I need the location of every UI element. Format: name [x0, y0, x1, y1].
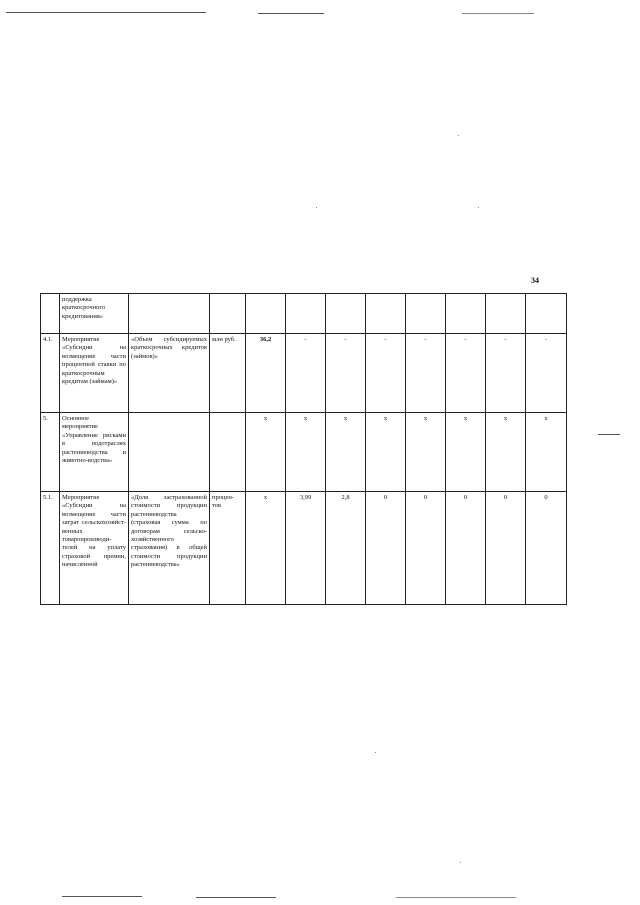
value-cell: [246, 294, 286, 334]
scan-speck: [375, 752, 376, 753]
value-cell: x: [366, 413, 406, 492]
value-cell: 0: [486, 492, 526, 605]
scan-line-side-right: [598, 434, 620, 435]
page-number: 34: [531, 276, 539, 285]
value-cell: -: [526, 334, 567, 413]
unit-cell: [210, 294, 246, 334]
table-row: [41, 492, 567, 605]
value-cell: x: [446, 413, 486, 492]
indicator-cell: «Доля застрахованной стоимости продукции растениеводства (страховая сумма по договорам сельско-хозяйственного страхования) в общей стоимости продукции растениеводства»: [129, 492, 210, 605]
value-cell: [406, 294, 446, 334]
scan-line-top-right: [462, 13, 534, 14]
value-cell: x: [526, 413, 567, 492]
scan-line-top-left: [6, 12, 206, 13]
value-cell: [286, 294, 326, 334]
scan-line-bottom-right: [396, 897, 516, 898]
value-cell: 0: [526, 492, 567, 605]
value-cell: 0: [446, 492, 486, 605]
indicator-cell: [129, 413, 210, 492]
scan-speck: [316, 207, 317, 208]
value-cell: 3,99: [286, 492, 326, 605]
scan-speck: [458, 135, 459, 136]
value-cell: [526, 294, 567, 334]
value-cell: [326, 294, 366, 334]
value-cell: x: [286, 413, 326, 492]
event-cell: Мероприятие «Субсидии на возмещение части затрат сельскохозяйст-венных товаропроизводи-телей на уплату страховой премии, начисленной: [60, 492, 129, 605]
value-cell: x: [486, 413, 526, 492]
table-row: [41, 294, 567, 334]
scan-speck: [460, 862, 461, 863]
value-cell: -: [446, 334, 486, 413]
value-cell: 36,2: [246, 334, 286, 413]
row-number: [41, 294, 60, 334]
value-cell: -: [366, 334, 406, 413]
scan-line-bottom-center: [196, 897, 276, 898]
scan-line-bottom-left: [62, 896, 142, 897]
value-cell: [446, 294, 486, 334]
event-cell: поддержка краткосрочного кредитования»: [60, 294, 129, 334]
value-cell: [366, 294, 406, 334]
event-cell: Основное мероприятие «Управление рисками в подотраслях растениеводства и животно-водства»: [60, 413, 129, 492]
indicator-cell: [129, 294, 210, 334]
table-row: [41, 413, 567, 492]
unit-cell: процен-тов: [210, 492, 246, 605]
value-cell: 0: [366, 492, 406, 605]
unit-cell: млн руб.: [210, 334, 246, 413]
indicator-cell: «Объем субсидируемых краткосрочных кредитов (займов)»: [129, 334, 210, 413]
value-cell: 0: [406, 492, 446, 605]
row-number: 4.1.: [41, 334, 60, 413]
value-cell: x: [406, 413, 446, 492]
value-cell: x: [246, 492, 286, 605]
value-cell: [486, 294, 526, 334]
value-cell: x: [246, 413, 286, 492]
unit-cell: [210, 413, 246, 492]
value-cell: x: [326, 413, 366, 492]
event-cell: Мероприятие «Субсидии на возмещение части процентной ставки по краткосрочным кредитам (займам)»: [60, 334, 129, 413]
data-table: [40, 293, 567, 605]
value-cell: -: [286, 334, 326, 413]
row-number: 5.: [41, 413, 60, 492]
table-row: [41, 334, 567, 413]
value-cell: -: [486, 334, 526, 413]
value-cell: -: [406, 334, 446, 413]
value-cell: -: [326, 334, 366, 413]
scan-speck: [478, 207, 479, 208]
value-cell: 2,8: [326, 492, 366, 605]
row-number: 5.1.: [41, 492, 60, 605]
scan-line-top-center: [258, 13, 324, 14]
